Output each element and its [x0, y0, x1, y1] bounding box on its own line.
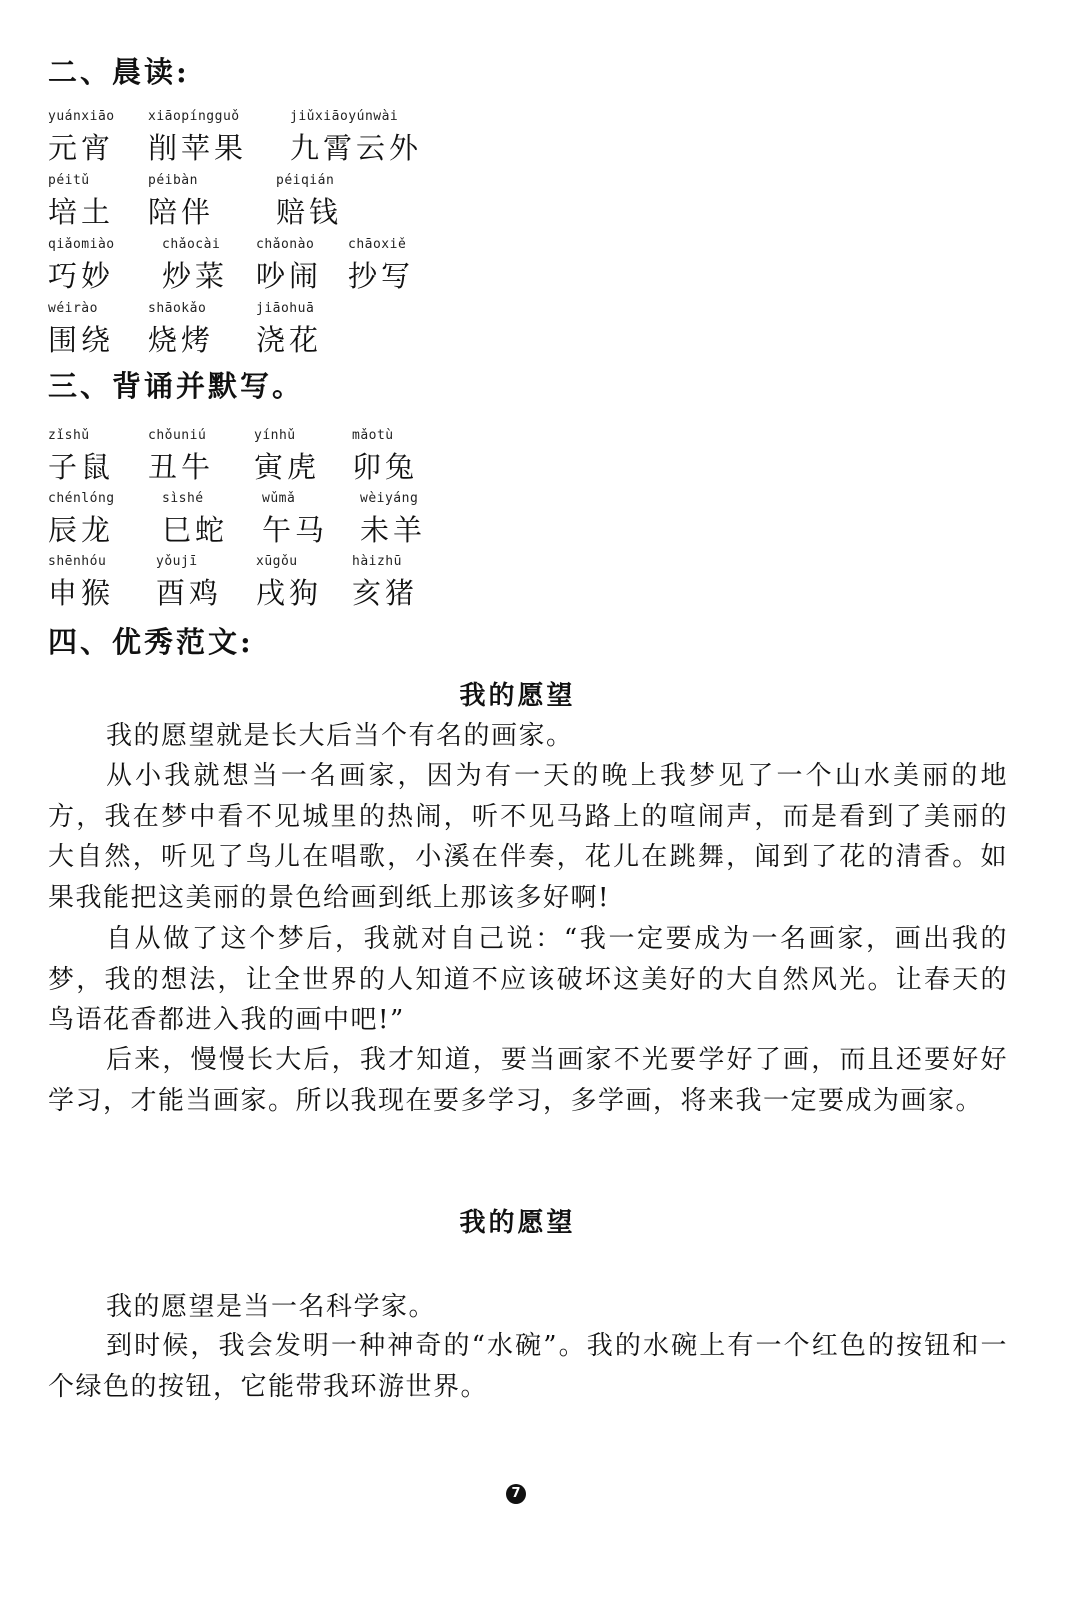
- pinyin-word: [48, 427, 114, 487]
- hanzi: 吵闹: [256, 259, 323, 293]
- pinyin-word: [162, 236, 228, 296]
- pinyin: hàizhū: [352, 554, 402, 569]
- pinyin-word: [256, 553, 322, 613]
- pinyin-word: [148, 300, 214, 360]
- pinyin: xiāopíngguǒ: [148, 109, 240, 124]
- pinyin-word: [162, 490, 228, 550]
- pinyin: yínhǔ: [254, 428, 296, 443]
- hanzi: 抄写: [348, 259, 415, 293]
- pinyin-word: [48, 236, 115, 296]
- essay-paragraph: 从小我就想当一名画家，因为有一天的晚上我梦见了一个山水美丽的地方，我在梦中看不见城里的热闹，听不见马路上的喧闹声，而是看到了美丽的大自然，听见了鸟儿在唱歌，小溪在伴奏，花儿在跳舞，闻到了花的清香。如果我能把这美丽的景色给画到纸上那该多好啊!: [48, 761, 1008, 913]
- hanzi: 丑牛: [148, 450, 215, 484]
- pinyin: chénlóng: [48, 491, 115, 506]
- pinyin-word: [262, 490, 328, 550]
- section-title-recite: 三、背诵并默写。: [48, 369, 305, 403]
- pinyin: mǎotù: [352, 428, 394, 443]
- essay-paragraph: 后来，慢慢长大后，我才知道，要当画家不光要学好了画，而且还要好好学习，才能当画家。所以我现在要多学习，多学画，将来我一定要成为画家。: [48, 1045, 1008, 1116]
- hanzi: 围绕: [48, 323, 115, 357]
- hanzi: 辰龙: [48, 513, 115, 547]
- hanzi: 戌狗: [256, 576, 323, 610]
- hanzi: 卯兔: [352, 450, 419, 484]
- pinyin-word: [48, 553, 114, 613]
- pinyin: wǔmǎ: [262, 491, 296, 506]
- section-title-morning-reading: 二、晨读:: [48, 55, 190, 89]
- pinyin-word: [48, 172, 114, 232]
- essay-paragraph: 到时候，我会发明一种神奇的“水碗”。我的水碗上有一个红色的按钮和一个绿色的按钮，它能带我环游世界。: [48, 1331, 1008, 1402]
- pinyin-word: [148, 172, 214, 232]
- pinyin: qiǎomiào: [48, 237, 115, 252]
- hanzi: 亥猪: [352, 576, 419, 610]
- hanzi: 寅虎: [254, 450, 321, 484]
- pinyin: chāoxiě: [348, 237, 407, 252]
- pinyin-word: [276, 172, 342, 232]
- section-title-model-essays: 四、优秀范文:: [48, 625, 254, 659]
- hanzi: 未羊: [360, 513, 427, 547]
- pinyin: jiǔxiāoyúnwài: [290, 109, 399, 124]
- hanzi: 酉鸡: [156, 576, 223, 610]
- hanzi: 元宵: [48, 131, 115, 165]
- pinyin-word: [148, 427, 214, 487]
- hanzi: 巧妙: [48, 259, 115, 293]
- hanzi: 申猴: [48, 576, 115, 610]
- pinyin-word: [256, 300, 322, 360]
- hanzi: 削苹果: [148, 131, 248, 165]
- pinyin-word: [148, 108, 247, 168]
- pinyin-word: [360, 490, 426, 550]
- pinyin: sìshé: [162, 491, 204, 506]
- essay-paragraph: 我的愿望是当一名科学家。: [106, 1292, 437, 1322]
- hanzi: 赔钱: [276, 195, 343, 229]
- pinyin: péitǔ: [48, 173, 90, 188]
- pinyin-word: [48, 490, 115, 550]
- pinyin-word: [352, 553, 418, 613]
- hanzi: 烧烤: [148, 323, 215, 357]
- page-number-badge: 7: [506, 1484, 526, 1504]
- essay-paragraph: 自从做了这个梦后，我就对自己说：“我一定要成为一名画家，画出我的梦，我的想法，让全世界的人知道不应该破坏这美好的大自然风光。让春天的鸟语花香都进入我的画中吧!”: [48, 924, 1008, 1035]
- pinyin-word: [156, 553, 222, 613]
- hanzi: 巳蛇: [162, 513, 229, 547]
- pinyin: yǒujī: [156, 554, 198, 569]
- hanzi: 午马: [262, 513, 329, 547]
- pinyin-word: [48, 108, 115, 168]
- pinyin: péibàn: [148, 173, 198, 188]
- pinyin-word: [48, 300, 114, 360]
- hanzi: 浇花: [256, 323, 323, 357]
- hanzi: 子鼠: [48, 450, 115, 484]
- pinyin: péiqián: [276, 173, 335, 188]
- pinyin: wéirào: [48, 301, 98, 316]
- pinyin: jiāohuā: [256, 301, 315, 316]
- hanzi: 陪伴: [148, 195, 215, 229]
- pinyin: zǐshǔ: [48, 428, 90, 443]
- essay-paragraph: 我的愿望就是长大后当个有名的画家。: [106, 721, 574, 751]
- pinyin-word: [254, 427, 320, 487]
- hanzi: 九霄云外: [290, 131, 423, 165]
- pinyin: shēnhóu: [48, 554, 107, 569]
- pinyin: xūgǒu: [256, 554, 298, 569]
- pinyin-word: [348, 236, 414, 296]
- pinyin: chǎonào: [256, 237, 315, 252]
- pinyin: yuánxiāo: [48, 109, 115, 124]
- hanzi: 培土: [48, 195, 115, 229]
- pinyin: chǎocài: [162, 237, 221, 252]
- pinyin: shāokǎo: [148, 301, 207, 316]
- essay-title: 我的愿望: [459, 1208, 576, 1238]
- pinyin: chǒuniú: [148, 428, 207, 443]
- pinyin-word: [290, 108, 422, 168]
- pinyin-word: [256, 236, 322, 296]
- essay-title: 我的愿望: [459, 681, 576, 711]
- pinyin: wèiyáng: [360, 491, 419, 506]
- pinyin-word: [352, 427, 418, 487]
- hanzi: 炒菜: [162, 259, 229, 293]
